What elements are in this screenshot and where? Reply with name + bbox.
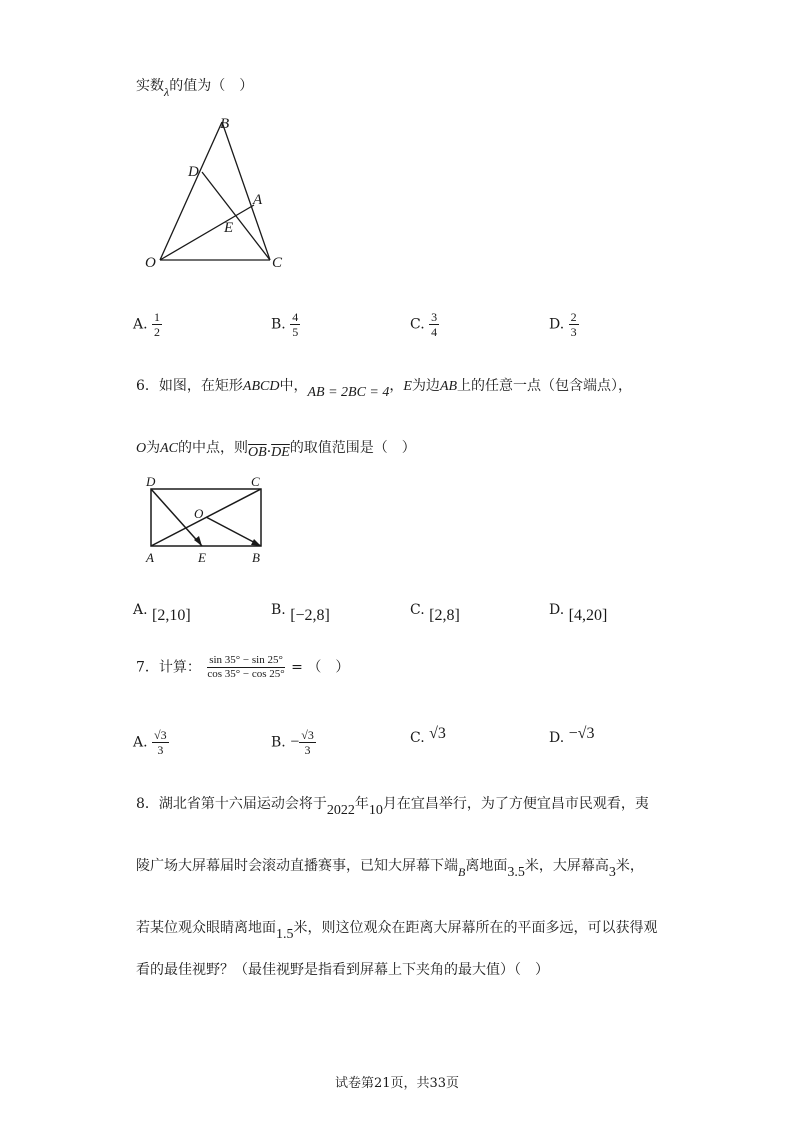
q8-line-1 <box>136 794 649 818</box>
text: 年 <box>354 796 369 812</box>
q7-option-a[interactable] <box>133 728 169 757</box>
option-fraction <box>290 310 300 339</box>
q6-figure <box>140 474 280 566</box>
text: 离地面 <box>465 858 508 874</box>
q8-line-2 <box>136 856 644 880</box>
eye-height: 1.5 <box>276 927 294 942</box>
q6-option-c[interactable] <box>410 600 460 624</box>
q5-figure <box>140 110 300 270</box>
option-value: [2,8] <box>429 607 460 624</box>
math-rect: ABCD <box>242 379 280 394</box>
q5-stem-lambda: λ <box>164 85 170 99</box>
label-b: B <box>220 116 230 132</box>
label-a: A <box>253 192 263 208</box>
arrowhead-ob <box>251 539 261 546</box>
option-fraction <box>569 310 579 339</box>
label-o: O <box>145 255 156 270</box>
q6-option-a[interactable] <box>133 600 191 624</box>
option-value: [−2,8] <box>290 607 330 624</box>
option-fraction <box>152 310 162 339</box>
page-footer: 试卷第21页，共33页 <box>334 1076 460 1091</box>
option-value: −√3 <box>568 725 595 742</box>
q7-option-d[interactable] <box>549 725 595 748</box>
numerator: √3 <box>154 728 167 742</box>
option-letter: D. <box>549 316 565 333</box>
denominator: 3 <box>570 325 577 339</box>
label-d: D <box>188 164 199 180</box>
option-value: √3 <box>429 725 446 742</box>
q7-option-c[interactable] <box>410 725 446 748</box>
denominator: 2 <box>154 325 161 339</box>
dot-operator: · <box>266 444 272 460</box>
segment-bc <box>222 122 270 260</box>
numerator: 1 <box>154 310 161 324</box>
q5-option-b[interactable] <box>271 310 300 339</box>
q5-option-c[interactable] <box>410 310 439 339</box>
label-e: E <box>198 550 206 565</box>
q6-option-b[interactable] <box>271 600 330 624</box>
vector-ob: $\overline{OB}$ <box>248 445 267 460</box>
math-o: O <box>136 441 147 456</box>
q8-line-4: 看的最佳视野？（最佳视野是指看到屏幕上下夹角的最大值）（ ） <box>136 962 549 978</box>
text: 若某位观众眼睛离地面 <box>136 920 276 936</box>
q8-line-3 <box>136 918 658 942</box>
label-e: E <box>224 220 234 236</box>
q5-stem-suffix: 的值为（ ） <box>169 78 254 94</box>
month: 10 <box>368 803 383 818</box>
option-fraction <box>152 728 169 757</box>
q6-line-1 <box>136 376 633 400</box>
denominator: 3 <box>304 743 311 757</box>
text: 中， <box>279 378 308 394</box>
text: ， <box>389 378 404 394</box>
text: 8．湖北省第十六届运动会将于 <box>136 796 327 812</box>
vector-de: $\overline{DE}$ <box>271 445 290 460</box>
numerator: sin 35° − sin 25° <box>209 654 283 666</box>
q5-stem <box>136 76 254 99</box>
text: 6．如图，在矩形 <box>136 378 243 394</box>
segment-ob <box>160 122 222 260</box>
math-equation: AB = 2BC = 4 <box>307 385 390 400</box>
q5-option-a[interactable] <box>133 310 162 339</box>
height-value: 3.5 <box>507 865 525 880</box>
text: 米，大屏幕高 <box>524 858 609 874</box>
denominator: 4 <box>431 325 438 339</box>
option-letter: A. <box>133 734 148 751</box>
option-fraction <box>299 728 316 757</box>
option-letter: B. <box>271 602 286 618</box>
q6-option-d[interactable] <box>549 600 608 624</box>
q5-option-d[interactable] <box>549 310 579 339</box>
text: 为 <box>146 440 161 456</box>
math-ab: AB <box>439 379 458 394</box>
segment-dc <box>202 172 270 260</box>
q7-fraction <box>205 654 286 681</box>
option-value: [2,10] <box>152 607 191 624</box>
option-letter: A. <box>133 602 148 618</box>
option-letter: D. <box>549 602 565 618</box>
math-ac: AC <box>160 441 179 456</box>
q5-stem-prefix: 实数 <box>136 78 164 94</box>
q7-stem <box>136 654 349 681</box>
numerator: √3 <box>301 728 314 742</box>
text: 上的任意一点（包含端点）， <box>457 378 633 394</box>
option-letter: D. <box>549 730 565 746</box>
q7-option-b[interactable] <box>271 728 316 757</box>
option-letter: C. <box>410 602 425 618</box>
label-d: D <box>146 474 156 489</box>
text: 米， <box>615 858 644 874</box>
math-e: E <box>403 379 412 394</box>
option-sign: − <box>290 733 300 751</box>
label-o: O <box>194 506 204 521</box>
numerator: 3 <box>431 310 438 324</box>
option-letter: C. <box>410 316 425 333</box>
option-fraction <box>429 310 439 339</box>
option-letter: C. <box>410 730 425 746</box>
screen-height: 3 <box>608 865 616 880</box>
option-letter: B. <box>271 316 286 333</box>
label-b: B <box>252 550 260 565</box>
point-b: B <box>458 865 466 879</box>
year: 2022 <box>326 803 355 818</box>
text: 米，则这位观众在距离大屏幕所在的平面多远，可以获得观 <box>293 920 658 936</box>
option-letter: A. <box>133 316 148 333</box>
label-a: A <box>146 550 154 565</box>
text: 的中点，则 <box>178 440 249 456</box>
text: 7．计算： <box>136 659 201 676</box>
denominator: 3 <box>157 743 164 757</box>
label-c: C <box>272 255 283 270</box>
text: 为边 <box>411 378 440 394</box>
text: 陵广场大屏幕届时会滚动直播赛事，已知大屏幕下端 <box>136 858 458 874</box>
q6-line-2 <box>136 438 416 459</box>
text: 的取值范围是（ ） <box>289 440 416 456</box>
label-c: C <box>251 474 260 489</box>
numerator: 2 <box>570 310 577 324</box>
text: = （ ） <box>291 659 350 676</box>
denominator: 5 <box>292 325 299 339</box>
text: 月在宜昌举行，为了方便宜昌市民观看，夷 <box>382 796 649 812</box>
segment-oa <box>160 205 254 260</box>
numerator: 4 <box>292 310 299 324</box>
denominator: cos 35° − cos 25° <box>207 668 285 680</box>
option-letter: B. <box>271 734 286 751</box>
option-value: [4,20] <box>568 607 608 624</box>
